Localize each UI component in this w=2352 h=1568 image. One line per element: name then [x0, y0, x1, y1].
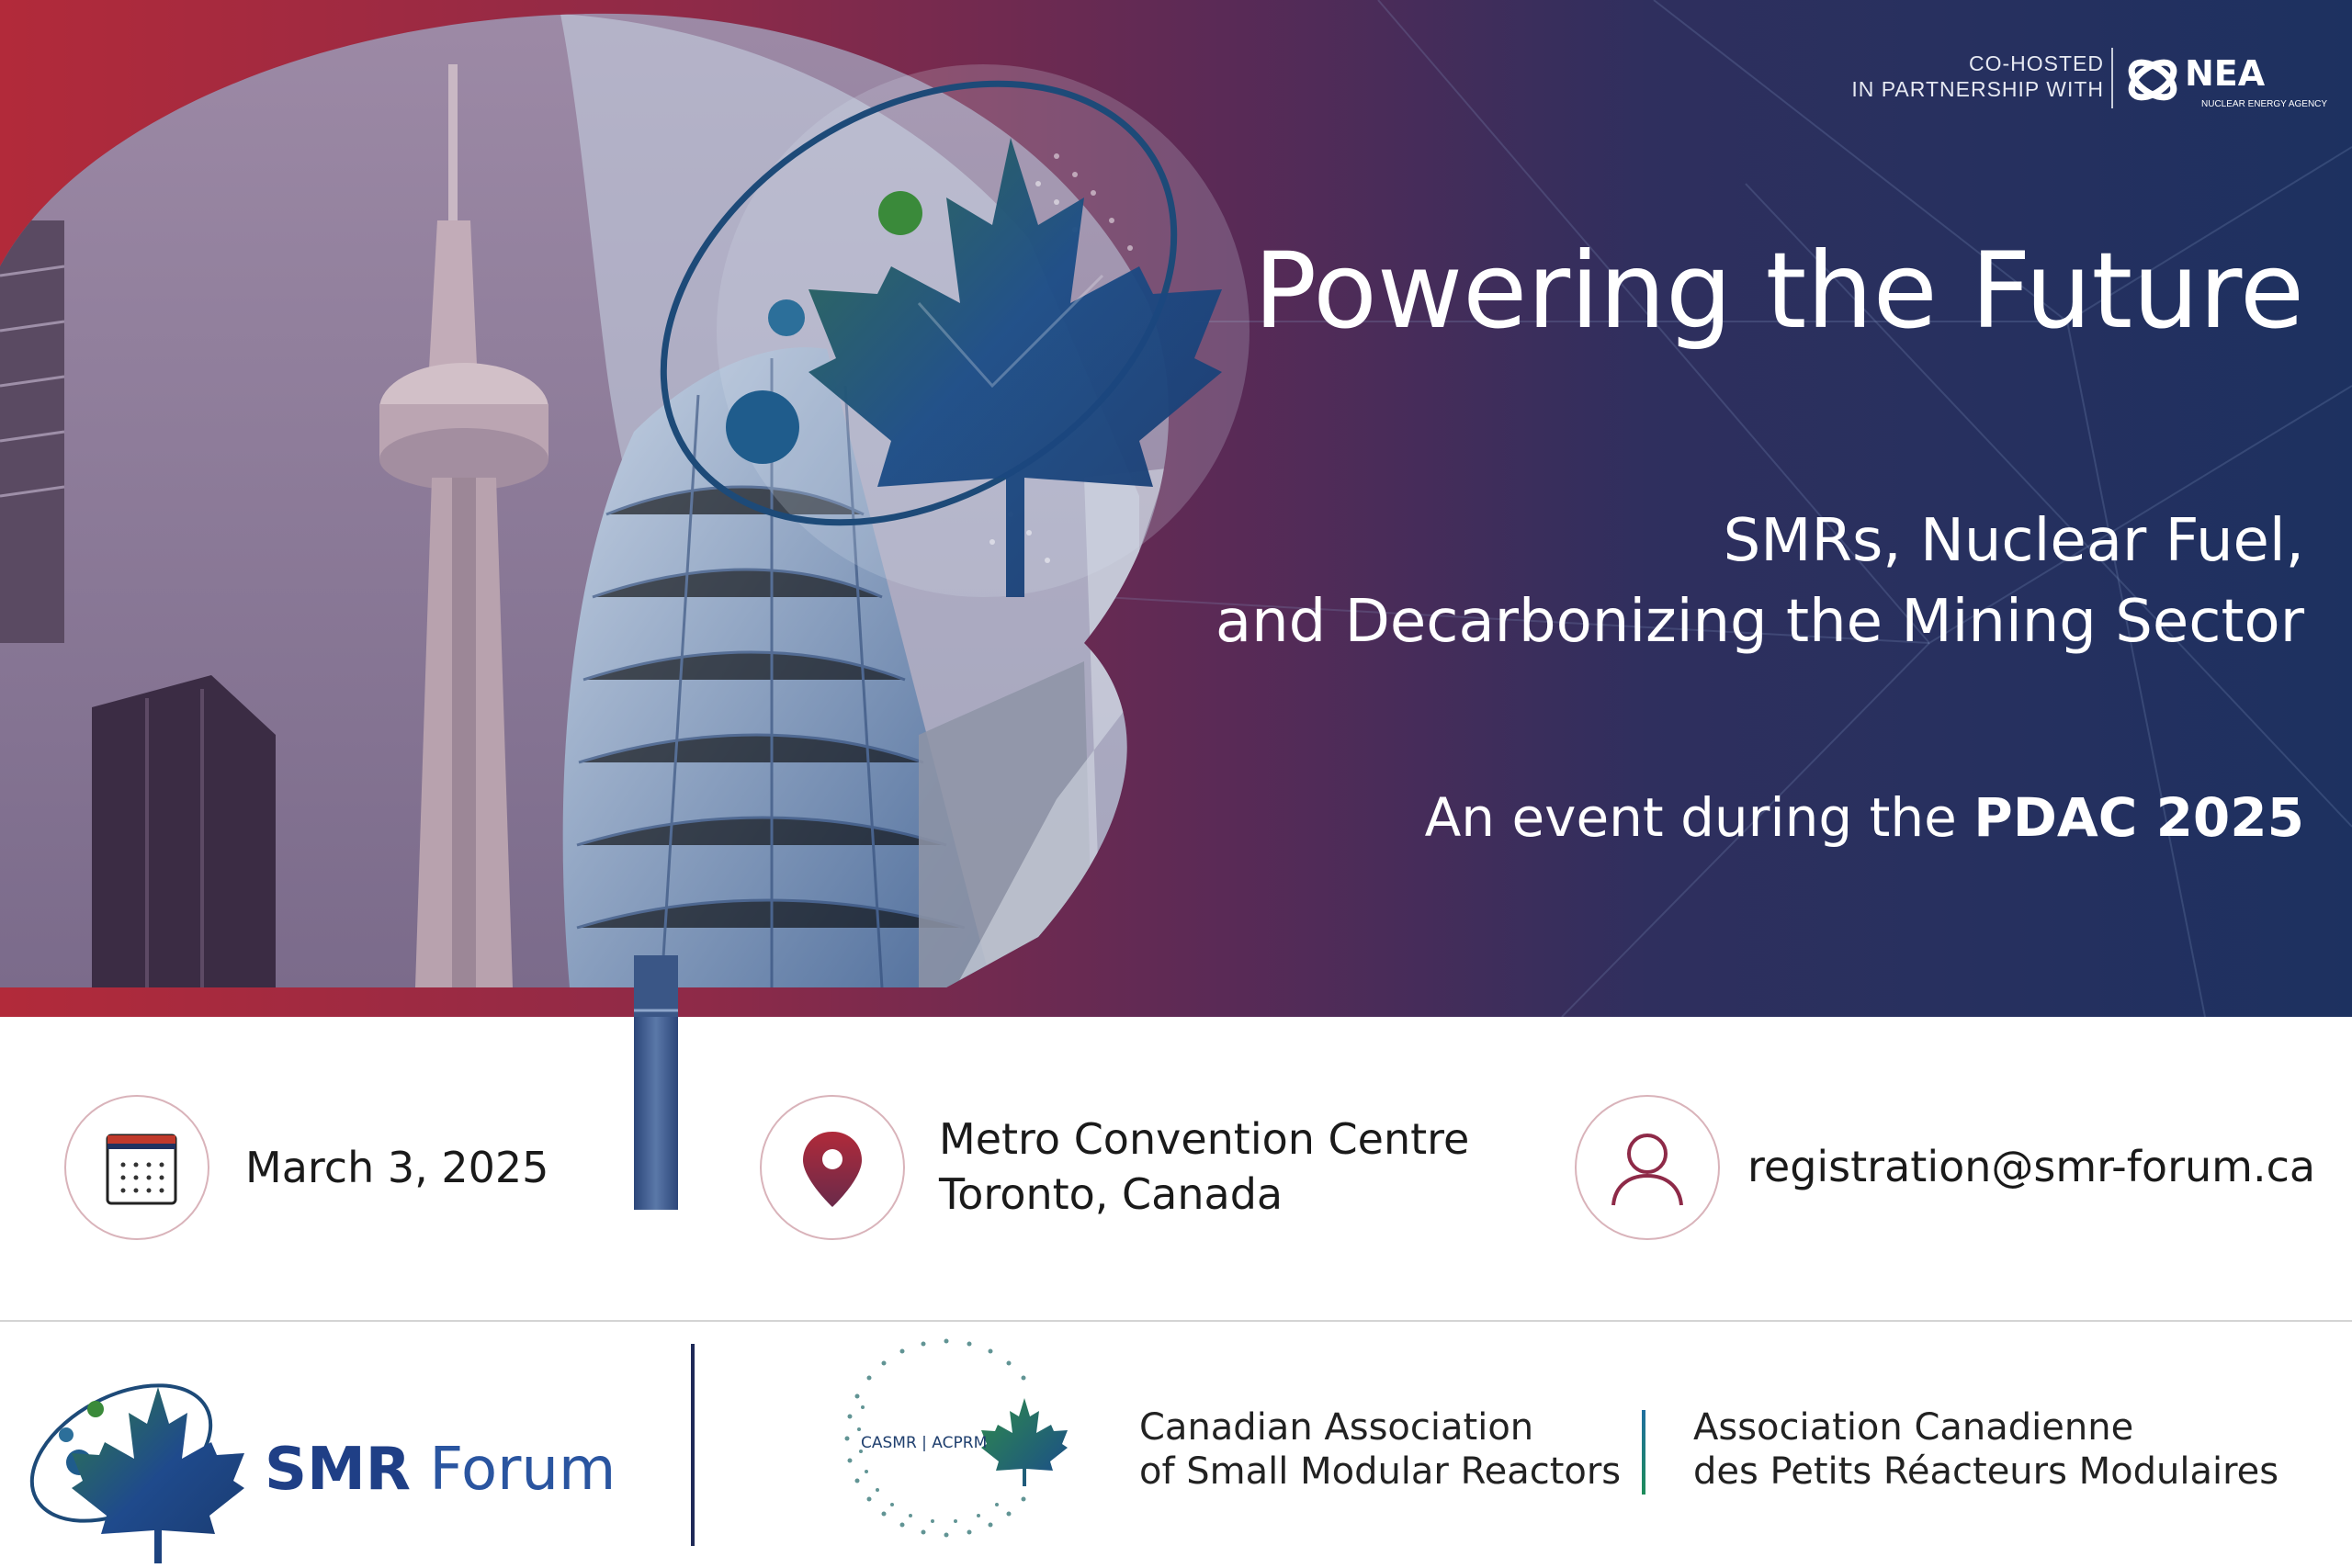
language-divider	[1642, 1410, 1645, 1495]
casmr-french-name	[1693, 1405, 2278, 1494]
cohost-line-1: CO-HOSTED	[1969, 51, 2104, 75]
casmr-french-line-1: Association Canadienne	[1693, 1406, 2134, 1449]
nea-acronym: NEA	[2185, 53, 2266, 94]
casmr-english-name	[1139, 1405, 1621, 1494]
smr-forum-logo	[20, 1352, 250, 1563]
event-prefix: An event during the	[1424, 786, 1974, 849]
event-line	[1425, 781, 2304, 854]
calendar-icon-circle	[64, 1095, 209, 1240]
smr-wordmark-bold: SMR	[265, 1436, 412, 1504]
location-icon-circle	[760, 1095, 905, 1240]
toronto-collage-image	[0, 0, 1286, 1017]
casmr-logo	[822, 1334, 1070, 1545]
contact-icon-circle	[1575, 1095, 1720, 1240]
footer-vertical-divider	[691, 1344, 695, 1546]
subtitle	[1216, 501, 2304, 662]
subtitle-line-2: and Decarbonizing the Mining Sector	[1215, 588, 2304, 656]
venue	[939, 1111, 1469, 1222]
calendar-icon	[66, 1097, 208, 1238]
leaf-stem-decoration	[634, 1017, 678, 1210]
registration-email[interactable]: registration@smr-forum.ca	[1747, 1142, 2316, 1191]
cohost-line-2: IN PARTNERSHIP WITH	[1851, 77, 2104, 101]
location-pin-icon	[762, 1097, 903, 1238]
casmr-english-line-2: of Small Modular Reactors	[1139, 1450, 1622, 1493]
event-date: March 3, 2025	[245, 1143, 549, 1192]
nea-full-name: NUCLEAR ENERGY AGENCY	[2201, 99, 2328, 109]
cohost-divider	[2111, 48, 2113, 108]
venue-name: Metro Convention Centre	[939, 1114, 1470, 1164]
casmr-french-line-2: des Petits Réacteurs Modulaires	[1693, 1450, 2279, 1493]
casmr-english-line-1: Canadian Association	[1139, 1406, 1534, 1449]
venue-city: Toronto, Canada	[939, 1169, 1283, 1219]
page-title: Powering the Future	[1253, 230, 2304, 352]
user-icon	[1577, 1097, 1718, 1238]
casmr-mark-text: CASMR | ACPRM	[861, 1434, 988, 1452]
nea-atom-icon	[2124, 48, 2181, 112]
smr-wordmark-rest: Forum	[411, 1436, 616, 1504]
footer-divider	[0, 1320, 2352, 1322]
nea-logo	[2124, 46, 2335, 119]
cohost-label	[1828, 51, 2104, 102]
subtitle-line-1: SMRs, Nuclear Fuel,	[1723, 507, 2304, 575]
smr-forum-wordmark	[265, 1433, 616, 1506]
event-name: PDAC 2025	[1973, 786, 2304, 849]
